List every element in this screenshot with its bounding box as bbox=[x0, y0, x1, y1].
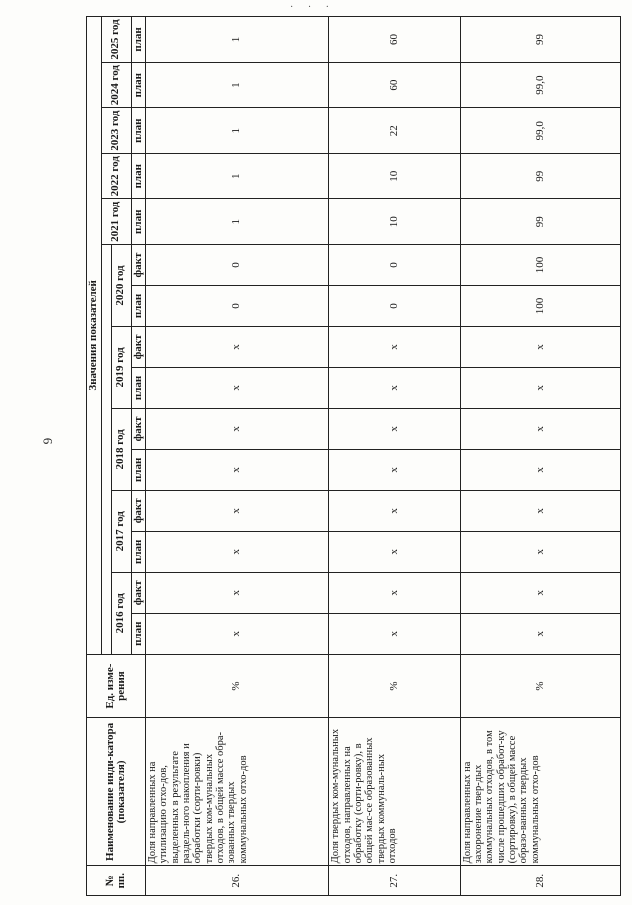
header-year-2025: 2025 год bbox=[101, 17, 131, 63]
header-year-2023: 2023 год bbox=[101, 108, 131, 154]
header-plan: план bbox=[131, 449, 146, 490]
value-cell: x bbox=[146, 572, 329, 613]
header-plan: план bbox=[131, 108, 146, 154]
value-cell: 99,0 bbox=[460, 62, 620, 108]
value-cell: x bbox=[460, 367, 620, 408]
header-year-2016: 2016 год bbox=[111, 572, 131, 654]
indicator-name: Доля направленных на захоронение твер-дых коммунальных отходов, в том числе прошедших обработ-ку (сортировку), в общей массе образо-ванных твердых коммунальных отхо-дов bbox=[460, 718, 620, 866]
unit-cell: % bbox=[329, 654, 461, 718]
value-cell: x bbox=[460, 613, 620, 654]
value-cell: x bbox=[460, 408, 620, 449]
header-year-2018: 2018 год bbox=[111, 408, 131, 490]
header-plan: план bbox=[131, 62, 146, 108]
value-cell: 1 bbox=[146, 199, 329, 245]
page-number: 6 bbox=[40, 437, 56, 445]
header-year-2017: 2017 год bbox=[111, 490, 131, 572]
header-plan: план bbox=[131, 285, 146, 326]
value-cell: 1 bbox=[146, 17, 329, 63]
value-cell: 10 bbox=[329, 153, 461, 199]
header-plan: план bbox=[131, 17, 146, 63]
header-spacer bbox=[101, 245, 111, 655]
header-year-2024: 2024 год bbox=[101, 62, 131, 108]
value-cell: 100 bbox=[460, 285, 620, 326]
table-row bbox=[460, 17, 620, 896]
header-year-2020: 2020 год bbox=[111, 245, 131, 327]
value-cell: 1 bbox=[146, 108, 329, 154]
rotated-table-wrapper bbox=[86, 16, 621, 896]
value-cell: x bbox=[329, 572, 461, 613]
indicator-name: Доля твердых ком-мунальных отходов, направленных на обработку (сорти-ровку), в общей мас-се образованных твердых коммуналь-ных отходов bbox=[329, 718, 461, 866]
value-cell: 1 bbox=[146, 153, 329, 199]
value-cell: 100 bbox=[460, 245, 620, 286]
value-cell: x bbox=[146, 408, 329, 449]
header-plan: план bbox=[131, 367, 146, 408]
unit-cell: % bbox=[460, 654, 620, 718]
row-number: 26. bbox=[146, 866, 329, 896]
value-cell: 99 bbox=[460, 199, 620, 245]
value-cell: x bbox=[460, 531, 620, 572]
value-cell: x bbox=[329, 449, 461, 490]
value-cell: x bbox=[146, 326, 329, 367]
value-cell: x bbox=[460, 572, 620, 613]
value-cell: 60 bbox=[329, 62, 461, 108]
header-plan: план bbox=[131, 531, 146, 572]
header-fact: факт bbox=[131, 490, 146, 531]
value-cell: 99 bbox=[460, 17, 620, 63]
value-cell: x bbox=[146, 531, 329, 572]
header-fact: факт bbox=[131, 245, 146, 286]
value-cell: x bbox=[329, 531, 461, 572]
value-cell: x bbox=[329, 613, 461, 654]
unit-cell: % bbox=[146, 654, 329, 718]
value-cell: x bbox=[329, 408, 461, 449]
header-year-2019: 2019 год bbox=[111, 326, 131, 408]
header-num: № пп. bbox=[87, 866, 146, 896]
value-cell: x bbox=[329, 367, 461, 408]
indicators-table bbox=[86, 16, 621, 896]
value-cell: 1 bbox=[146, 62, 329, 108]
value-cell: 0 bbox=[146, 285, 329, 326]
table-row bbox=[146, 17, 329, 896]
value-cell: 0 bbox=[146, 245, 329, 286]
header-unit: Ед. изме-рения bbox=[87, 654, 146, 718]
header-values-group: Значения показателей bbox=[87, 17, 102, 655]
value-cell: x bbox=[329, 490, 461, 531]
value-cell: x bbox=[460, 326, 620, 367]
header-plan: план bbox=[131, 153, 146, 199]
header-fact: факт bbox=[131, 572, 146, 613]
header-name: Наименование инди-катора (показателя) bbox=[87, 718, 146, 866]
row-number: 27. bbox=[329, 866, 461, 896]
header-plan: план bbox=[131, 199, 146, 245]
value-cell: x bbox=[329, 326, 461, 367]
header-year-2022: 2022 год bbox=[101, 153, 131, 199]
value-cell: x bbox=[460, 449, 620, 490]
scan-specks: · · · bbox=[290, 2, 335, 13]
value-cell: 0 bbox=[329, 245, 461, 286]
value-cell: 99,0 bbox=[460, 108, 620, 154]
value-cell: 0 bbox=[329, 285, 461, 326]
header-fact: факт bbox=[131, 326, 146, 367]
value-cell: x bbox=[146, 613, 329, 654]
value-cell: x bbox=[460, 490, 620, 531]
value-cell: 99 bbox=[460, 153, 620, 199]
value-cell: 10 bbox=[329, 199, 461, 245]
header-plan: план bbox=[131, 613, 146, 654]
value-cell: 60 bbox=[329, 17, 461, 63]
header-year-2021: 2021 год bbox=[101, 199, 131, 245]
row-number: 28. bbox=[460, 866, 620, 896]
header-fact: факт bbox=[131, 408, 146, 449]
indicator-name: Доля направленных на утилизацию отхо-дов, выделенных в результате раздель-ного накопления и обработки (сорти-ровки) твердых ком-мунальных отходов, в общей массе обра-зованных твердых коммунальных отхо-дов bbox=[146, 718, 329, 866]
value-cell: x bbox=[146, 367, 329, 408]
value-cell: x bbox=[146, 449, 329, 490]
table-row bbox=[329, 17, 461, 896]
value-cell: 22 bbox=[329, 108, 461, 154]
value-cell: x bbox=[146, 490, 329, 531]
